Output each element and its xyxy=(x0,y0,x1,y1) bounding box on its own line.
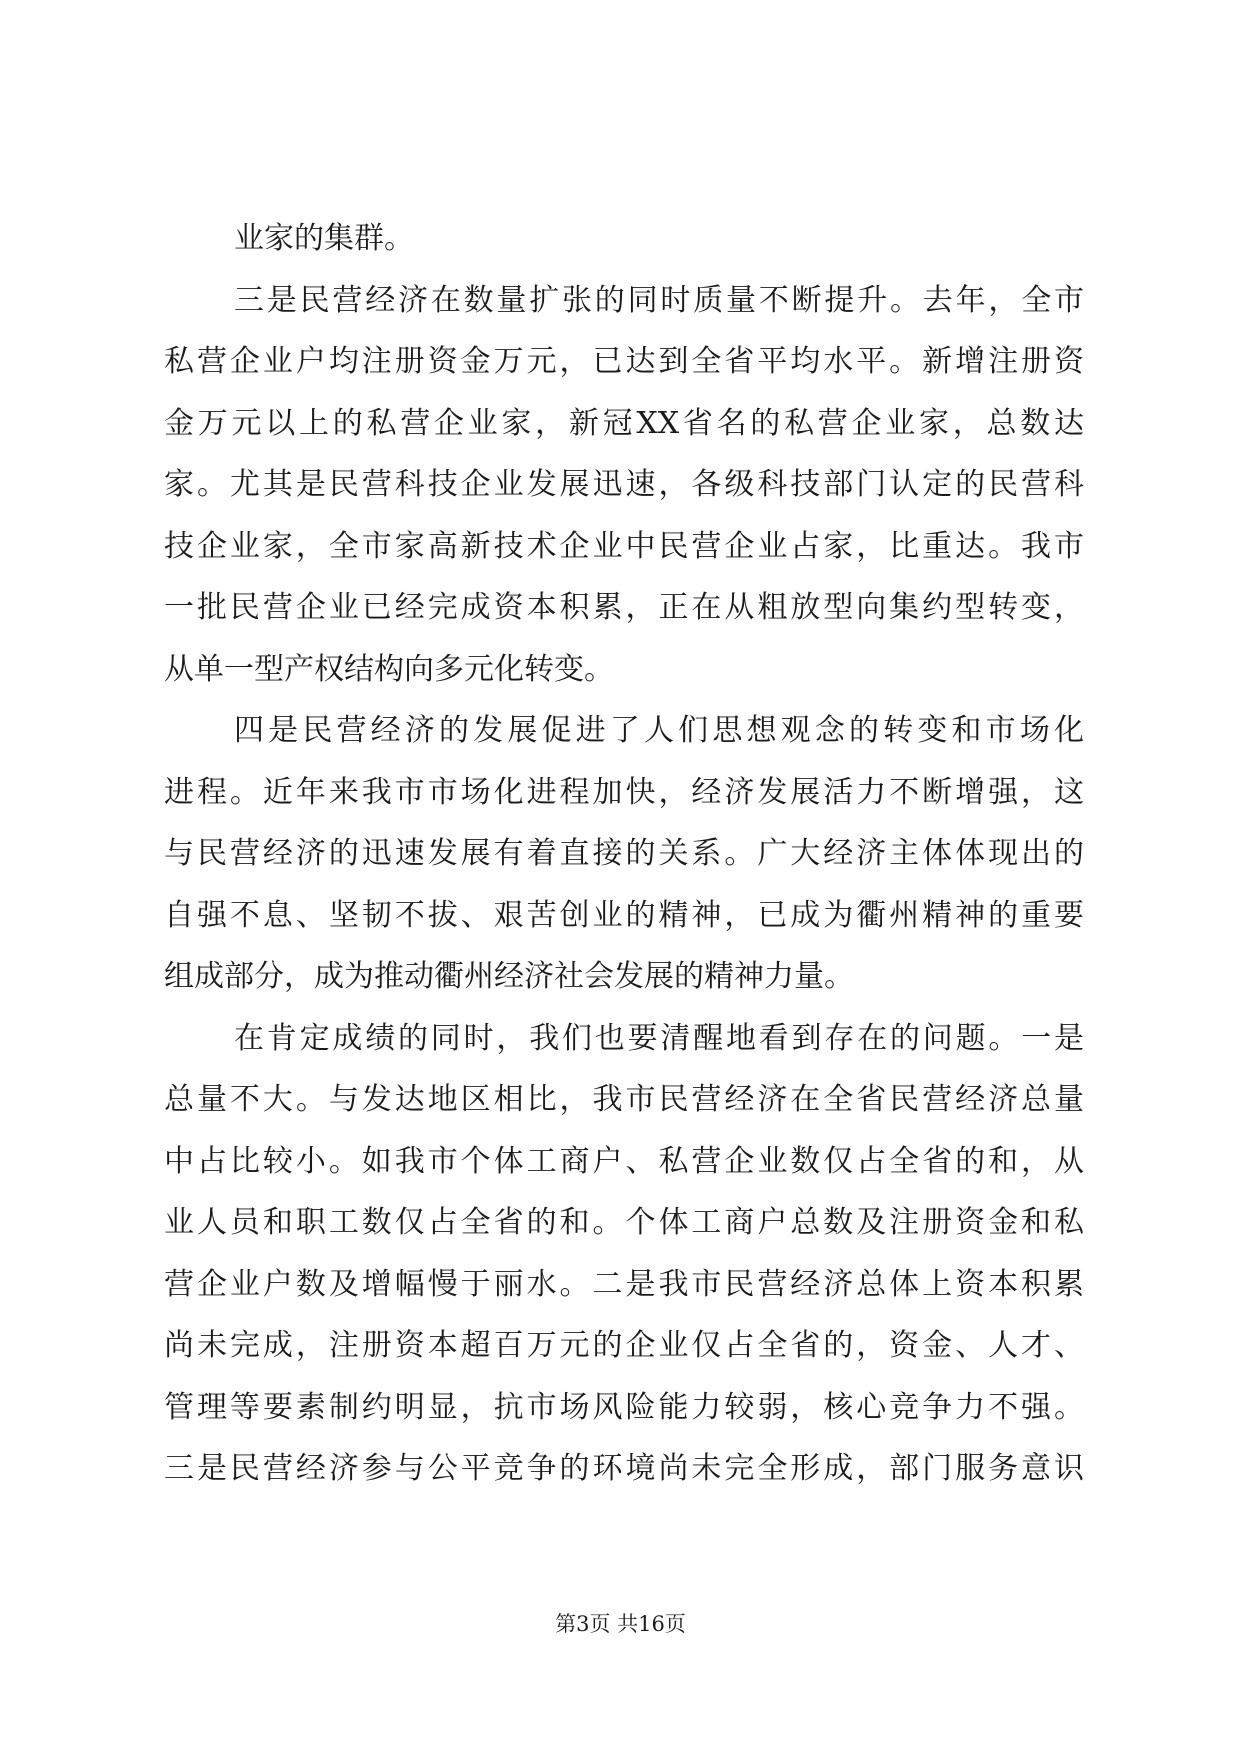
text-line: 在肯定成绩的同时，我们也要清醒地看到存在的问题。一是 xyxy=(234,1020,1084,1056)
text-line: 三是民营经济参与公平竞争的环境尚未完全形成，部门服务意识 xyxy=(164,1451,1084,1486)
text-line: 四是民营经济的发展促进了人们思想观念的转变和市场化 xyxy=(234,713,1084,748)
text-line: 总量不大。与发达地区相比，我市民营经济在全省民营经济总量 xyxy=(164,1082,1084,1117)
text-line: 中占比较小。如我市个体工商户、私营企业数仅占全省的和，从 xyxy=(164,1143,1084,1179)
text-line: 业人员和职工数仅占全省的和。个体工商户总数及注册资金和私 xyxy=(164,1205,1084,1240)
text-line: 三是民营经济在数量扩张的同时质量不断提升。去年，全市 xyxy=(234,282,1084,318)
text-line: 营企业户数及增幅慢于丽水。二是我市民营经济总体上资本积累 xyxy=(164,1266,1084,1302)
text-line: 组成部分，成为推动衢州经济社会发展的精神力量。 xyxy=(164,959,854,994)
text-line: 从单一型产权结构向多元化转变。 xyxy=(164,651,614,687)
text-line: 一批民营企业已经完成资本积累，正在从粗放型向集约型转变， xyxy=(164,590,1084,625)
text-line: 业家的集群。 xyxy=(234,221,414,256)
text-line: 管理等要素制约明显，抗市场风险能力较弱，核心竞争力不强。 xyxy=(164,1389,1084,1425)
text-line: 自强不息、坚韧不拔、艰苦创业的精神，已成为衢州精神的重要 xyxy=(164,897,1084,933)
text-line: 家。尤其是民营科技企业发展迅速，各级科技部门认定的民营科 xyxy=(164,467,1084,502)
text-line: 金万元以上的私营企业家，新冠XX省名的私营企业家，总数达 xyxy=(164,405,1084,441)
page-number-footer: 第3页 共16页 xyxy=(555,1612,686,1636)
text-line: 私营企业户均注册资金万元，已达到全省平均水平。新增注册资 xyxy=(164,344,1084,379)
body-text xyxy=(164,208,1084,1500)
text-line: 尚未完成，注册资本超百万元的企业仅占全省的，资金、人才、 xyxy=(164,1328,1084,1363)
text-line: 进程。近年来我市市场化进程加快，经济发展活力不断增强，这 xyxy=(164,774,1084,810)
text-line: 与民营经济的迅速发展有着直接的关系。广大经济主体体现出的 xyxy=(164,836,1084,871)
text-line: 技企业家，全市家高新技术企业中民营企业占家，比重达。我市 xyxy=(164,528,1084,564)
